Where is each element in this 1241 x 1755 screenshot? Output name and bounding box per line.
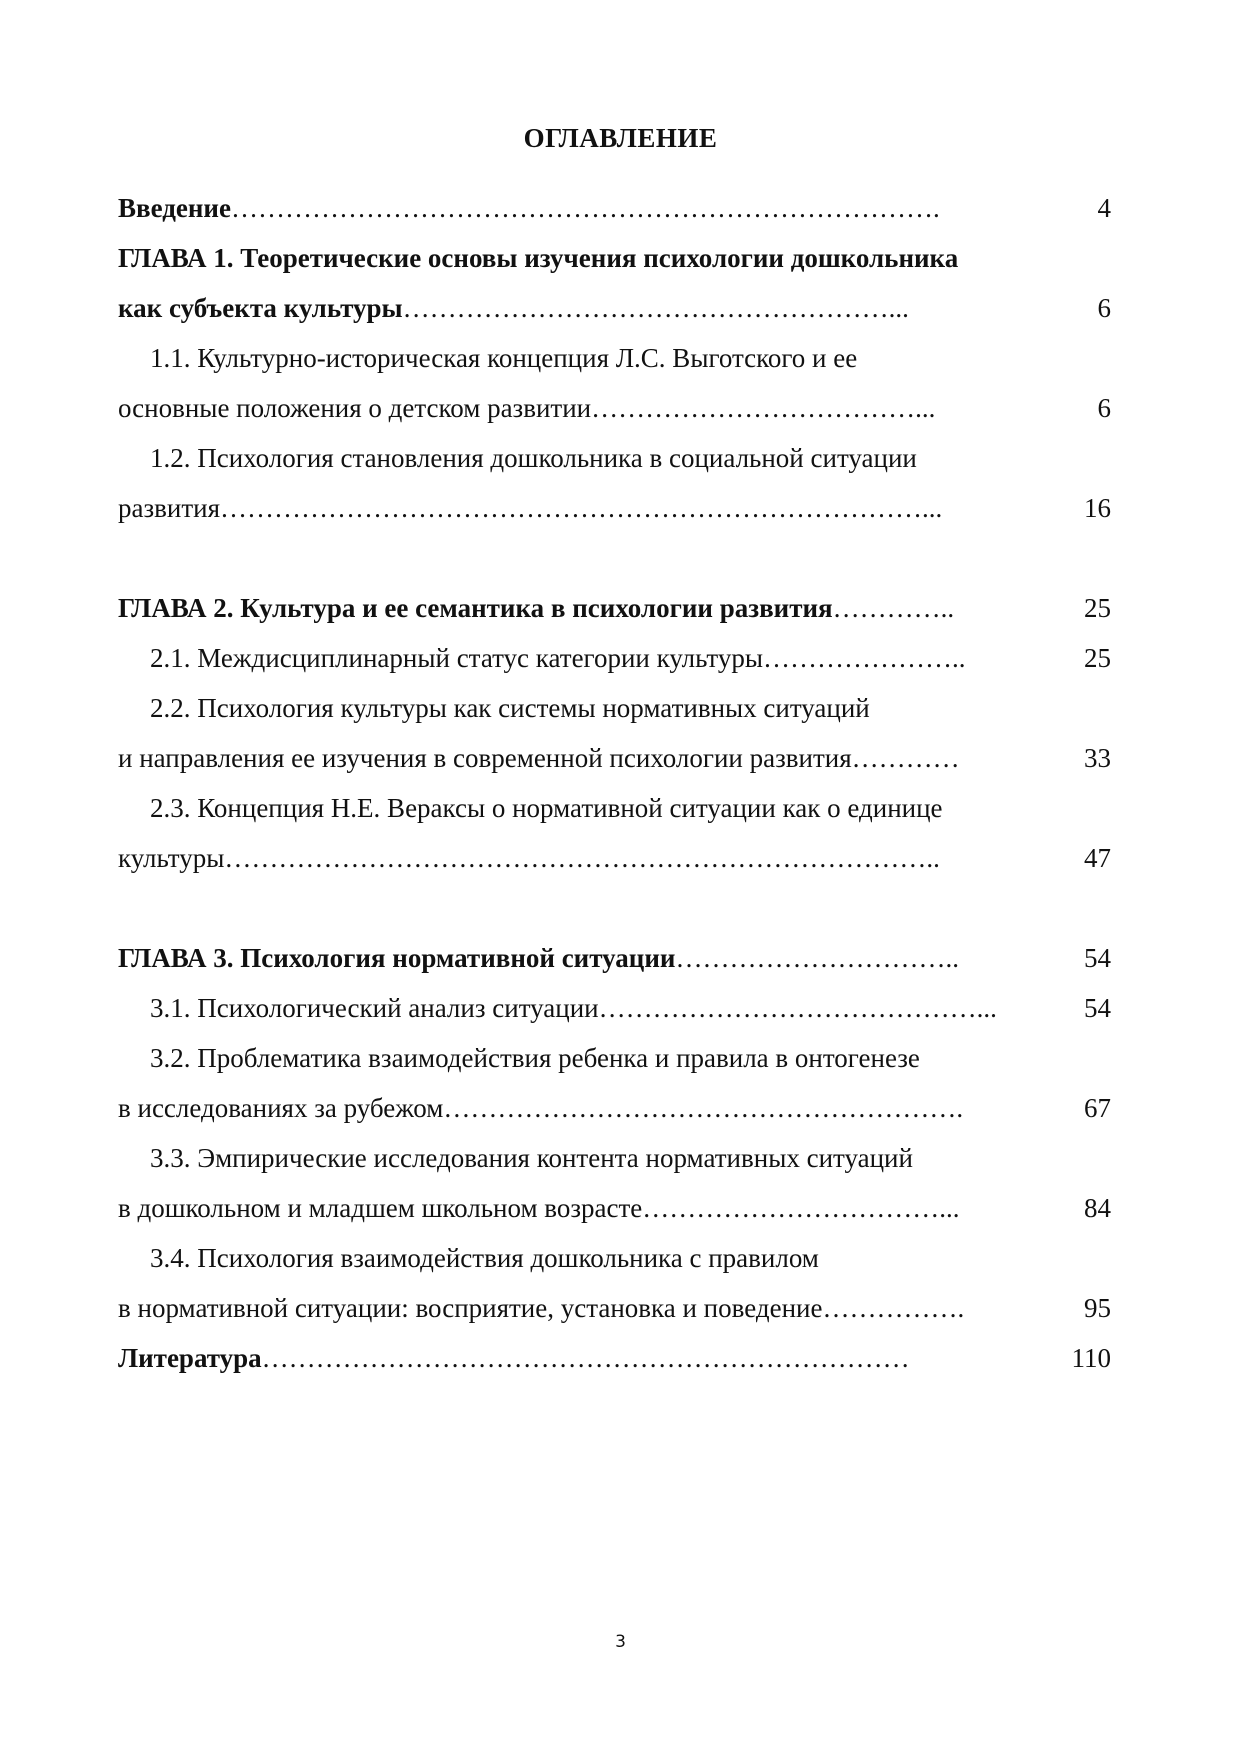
toc-entry-title: культуры <box>118 843 225 873</box>
toc-page-number: 6 <box>1097 393 1111 423</box>
toc-entry[interactable] <box>118 1233 1040 1283</box>
toc-entry[interactable] <box>118 233 1040 283</box>
toc-leader-dots: ……………………………………………………………………. <box>230 193 940 223</box>
toc-entry[interactable] <box>118 783 1040 833</box>
toc-entry-title: развития <box>118 493 221 523</box>
toc-page-number: 54 <box>1084 993 1111 1023</box>
toc-leader-dots: ………………………………………………... <box>402 293 909 323</box>
toc-entry[interactable] <box>118 1283 1040 1333</box>
footer-page-number: 3 <box>615 1632 626 1652</box>
toc-entry-title: 1.1. Культурно-историческая концепция Л.С. Выготского и ее <box>150 343 858 373</box>
toc-entry-title: ГЛАВА 1. Теоретические основы изучения психологии дошкольника <box>118 243 959 273</box>
toc-page-number: 4 <box>1097 193 1111 223</box>
toc-entry-title: основные положения о детском развитии <box>118 393 592 423</box>
toc-leader-dots: ……………………………... <box>642 1193 960 1223</box>
toc-entry[interactable] <box>118 633 1040 683</box>
toc-entry-title: ГЛАВА 3. Психология нормативной ситуации <box>118 943 676 973</box>
toc-entry[interactable] <box>118 583 1040 633</box>
toc-entry[interactable] <box>118 983 1040 1033</box>
toc-leader-dots: ………… <box>851 743 960 773</box>
toc-leader-dots: ……………………………………... <box>598 993 997 1023</box>
toc-entry-title: 3.3. Эмпирические исследования контента нормативных ситуаций <box>150 1143 913 1173</box>
toc-leader-dots: ………………….. <box>763 643 966 673</box>
toc-leader-dots: …………………………………………………. <box>443 1093 964 1123</box>
toc-entry[interactable] <box>118 183 1040 233</box>
toc-leader-dots: ………….. <box>832 593 955 623</box>
toc-page-number: 67 <box>1084 1093 1111 1123</box>
toc-entry-title: 3.4. Психология взаимодействия дошкольника с правилом <box>150 1243 819 1273</box>
toc-leader-dots: ………………………………... <box>591 393 936 423</box>
toc-entry-title: 3.1. Психологический анализ ситуации <box>150 993 599 1023</box>
toc-entry[interactable] <box>118 333 1040 383</box>
page-title: ОГЛАВЛЕНИЕ <box>523 123 718 153</box>
toc-entry-title: Введение <box>118 193 231 223</box>
toc-page-number: 33 <box>1084 743 1111 773</box>
toc-entry-title: как субъекта культуры <box>118 293 403 323</box>
toc-entry-title: 2.2. Психология культуры как системы нормативных ситуаций <box>150 693 870 723</box>
toc-entry[interactable] <box>118 1033 1040 1083</box>
toc-entry-title: 2.1. Междисциплинарный статус категории культуры <box>150 643 763 673</box>
toc-entry-title: 3.2. Проблематика взаимодействия ребенка и правила в онтогенезе <box>150 1043 920 1073</box>
toc-entry[interactable] <box>118 383 1040 433</box>
toc-page-number: 84 <box>1084 1193 1111 1223</box>
toc-page-number: 47 <box>1084 843 1111 873</box>
toc-entry[interactable] <box>118 683 1040 733</box>
toc-page-number: 110 <box>1071 1343 1111 1373</box>
toc-leader-dots: ……………………………………………………………… <box>261 1343 910 1373</box>
toc-leader-dots: ……………………………………………………………………... <box>220 493 943 523</box>
toc-entry[interactable] <box>118 933 1040 983</box>
toc-entry-title: в дошкольном и младшем школьном возрасте <box>118 1193 643 1223</box>
toc-page-number: 54 <box>1084 943 1111 973</box>
toc-page-number: 25 <box>1084 643 1111 673</box>
toc-entry[interactable] <box>118 1133 1040 1183</box>
toc-entry[interactable] <box>118 1333 1040 1383</box>
toc-entry-title: Литература <box>118 1343 262 1373</box>
toc-page-number: 25 <box>1084 593 1111 623</box>
toc-entry[interactable] <box>118 733 1040 783</box>
toc-entry-title: 1.2. Психология становления дошкольника в социальной ситуации <box>150 443 917 473</box>
toc-page-number: 95 <box>1084 1293 1111 1323</box>
toc-entry[interactable] <box>118 1083 1040 1133</box>
toc-page-number: 6 <box>1097 293 1111 323</box>
toc-entry[interactable] <box>118 483 1040 533</box>
toc-leader-dots: ………………………….. <box>675 943 959 973</box>
toc-entry[interactable] <box>118 433 1040 483</box>
toc-entry-title: и направления ее изучения в современной психологии развития <box>118 743 852 773</box>
toc-entry-title: в нормативной ситуации: восприятие, установка и поведение <box>118 1293 823 1323</box>
toc-entry[interactable] <box>118 283 1040 333</box>
toc-entry-title: 2.3. Концепция Н.Е. Вераксы о нормативной ситуации как о единице <box>150 793 943 823</box>
toc-page-number: 16 <box>1084 493 1111 523</box>
toc-leader-dots: ……………. <box>822 1293 965 1323</box>
toc-entry[interactable] <box>118 1183 1040 1233</box>
toc-entry-title: ГЛАВА 2. Культура и ее семантика в психологии развития <box>118 593 833 623</box>
toc-entry[interactable] <box>118 833 1040 883</box>
toc-leader-dots: …………………………………………………………………….. <box>224 843 940 873</box>
toc-entry-title: в исследованиях за рубежом <box>118 1093 444 1123</box>
